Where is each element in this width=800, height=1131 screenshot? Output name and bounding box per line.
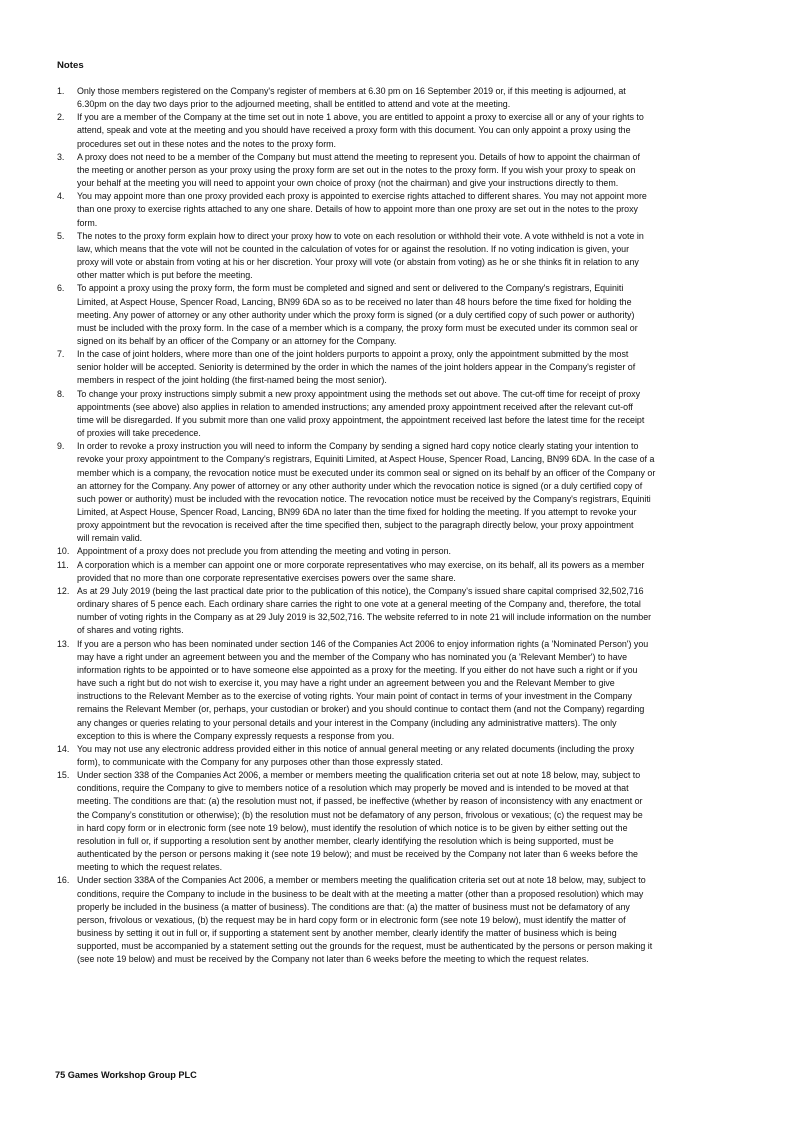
- note-text-line: number of voting rights in the Company as at 29 July 2019 is 32,502,716. The website referred to in note 21 will include information on the number: [77, 612, 652, 623]
- note-text-line: form.: [77, 217, 98, 228]
- note-number: 11.: [57, 559, 69, 570]
- note-text-line: appointments (see above) also applies in relation to amended instructions; any amended proxy appointment received after the relevant cut-off: [77, 401, 633, 412]
- note-number: 12.: [57, 585, 70, 596]
- note-text-line: You may appoint more than one proxy provided each proxy is appointed to exercise rights attached to different shares. You may not appoint more: [77, 191, 647, 202]
- note-item: [57, 348, 757, 387]
- note-number: 14.: [57, 743, 70, 754]
- note-text-line: revoke your proxy appointment to the Company's registrars, Equiniti Limited, at Aspect House, Spencer Road, Lancing, BN99 6DA. In the case of a: [77, 454, 655, 465]
- note-text-line: meeting. Any power of attorney or any other authority under which the proxy form is signed (or a duly certified copy of such power or authority): [77, 309, 635, 320]
- note-text-line: person, frivolous or vexatious, (b) the request may be in hard copy form or in electronic form (see note 19 below), must identify the matter of: [77, 914, 626, 925]
- note-item: [57, 190, 757, 229]
- note-item: [57, 440, 757, 545]
- note-text-line: In the case of joint holders, where more than one of the joint holders purports to appoint a proxy, only the appointment submitted by the most: [77, 349, 629, 360]
- note-item: [57, 85, 757, 111]
- note-number: 8.: [57, 388, 65, 399]
- notes-list: [57, 85, 757, 966]
- note-text-line: properly be included in the business (a matter of business). The conditions are that: (a) the matter of business must not be defamatory of any: [77, 901, 630, 912]
- note-text-line: the Company’s constitution or otherwise); (b) the resolution must not be defamatory of any person, frivolous or vexatious; (c) the request may be: [77, 809, 643, 820]
- note-text-line: signed on its behalf by an officer of the Company or an attorney for the Company.: [77, 335, 397, 346]
- note-text-line: conditions, require the Company to give to members notice of a resolution which may properly be moved and is intended to be moved at that: [77, 783, 629, 794]
- note-text-line: meeting. The conditions are that: (a) the resolution must not, if passed, be ineffective (whether by reason of inconsistency with any enactment or: [77, 796, 643, 807]
- note-text-line: authenticated by the person or persons making it (see note 19 below); and must be received by the Company not later than 6 weeks before the: [77, 849, 638, 860]
- note-number: 4.: [57, 191, 65, 202]
- note-text-line: As at 29 July 2019 (being the last practical date prior to the publication of this notice), the Company's issued share capital comprised 32,502,716: [77, 585, 644, 596]
- note-text-line: A corporation which is a member can appoint one or more corporate representatives who may exercise, on its behalf, all its powers as a member: [77, 559, 645, 570]
- note-item: [57, 638, 757, 743]
- note-number: 2.: [57, 112, 65, 123]
- note-number: 10.: [57, 546, 70, 557]
- note-text-line: of shares and voting rights.: [77, 625, 184, 636]
- note-text-line: Under section 338A of the Companies Act 2006, a member or members meeting the qualification criteria set out at note 18 below, may, subject to: [77, 875, 646, 886]
- note-text-line: than one proxy to exercise rights attached to any one share. Details of how to appoint more than one proxy are set out in the notes to the proxy: [77, 204, 638, 215]
- note-text-line: 6.30pm on the day two days prior to the adjourned meeting, shall be entitled to attend and vote at the meeting.: [77, 99, 511, 110]
- note-text-line: any changes or queries relating to your personal details and your interest in the Company (including any administrative matters). The only: [77, 717, 617, 728]
- note-text-line: attend, speak and vote at the meeting and you should have received a proxy form with this document. You can only appoint a proxy using the: [77, 125, 631, 136]
- note-text-line: member which is a company, the revocation notice must be executed under its common seal or signed on its behalf by an officer of the Company or: [77, 467, 656, 478]
- note-text-line: law, which means that the vote will not be counted in the calculation of votes for or against the resolution. If no voting indication is given, your: [77, 243, 630, 254]
- note-text-line: your behalf at the meeting you will need to appoint your own choice of proxy (not the chairman) and give your instructions directly to them.: [77, 178, 619, 189]
- note-text-line: To change your proxy instructions simply submit a new proxy appointment using the methods set out above. The cut-off time for receipt of proxy: [77, 388, 641, 399]
- note-text-line: If you are a person who has been nominated under section 146 of the Companies Act 2006 to enjoy information rights (a 'Nominated Person') you: [77, 638, 649, 649]
- note-text-line: procedures set out in these notes and the notes to the proxy form.: [77, 138, 337, 149]
- note-text-line: business by setting it out in full or, if supporting a statement sent by another member, clearly identify the matter of business which is being: [77, 928, 617, 938]
- note-item: [57, 559, 757, 585]
- note-number: 7.: [57, 349, 65, 360]
- note-number: 6.: [57, 283, 65, 294]
- note-text-line: You may not use any electronic address provided either in this notice of annual general meeting or any related documents (including the proxy: [77, 743, 635, 754]
- note-item: [57, 282, 757, 348]
- note-text-line: senior holder will be accepted. Seniority is determined by the order in which the names of the joint holders appear in the Company's register of: [77, 362, 636, 373]
- note-text-line: instructions to the Relevant Member as to the exercise of voting rights. Your main point of contact in terms of your investment in the Company: [77, 691, 632, 702]
- note-item: [57, 874, 757, 966]
- note-number: 3.: [57, 151, 65, 162]
- note-text-line: information rights to be appointed or to have someone else appointed as a proxy for the meeting. If you either do not have such a right or if you: [77, 664, 638, 675]
- note-text-line: remains the Relevant Member (or, perhaps, your custodian or broker) and you should continue to contact them (and not the Company) regarding: [77, 704, 645, 715]
- note-text-line: exception to this is where the Company expressly requests a response from you.: [77, 730, 395, 741]
- note-number: 16.: [57, 875, 70, 886]
- note-text-line: A proxy does not need to be a member of the Company but must attend the meeting to represent you. Details of how to appoint the chairman of: [77, 151, 640, 162]
- note-item: [57, 111, 757, 150]
- note-text-line: Under section 338 of the Companies Act 2006, a member or members meeting the qualification criteria set out at note 18 below, may, subject to: [77, 770, 641, 781]
- note-number: 15.: [57, 770, 70, 781]
- note-item: [57, 585, 757, 638]
- note-item: [57, 769, 757, 874]
- note-text-line: Only those members registered on the Company's register of members at 6.30 pm on 16 September 2019 or, if this meeting is adjourned, at: [77, 86, 626, 96]
- note-text-line: If you are a member of the Company at the time set out in note 1 above, you are entitled to appoint a proxy to exercise all or any of your rights to: [77, 112, 644, 123]
- note-text-line: provided that no more than one corporate representative exercises powers over the same share.: [77, 572, 456, 583]
- note-text-line: proxy will vote or abstain from voting at his or her discretion. Your proxy will vote (or abstain from voting) as he or she thinks fit in relation to any: [77, 257, 639, 268]
- note-text-line: an attorney for the Company. Any power of attorney or any other authority under which the revocation notice is signed (or a duly certified copy of: [77, 480, 643, 491]
- page-heading: Notes: [57, 60, 84, 71]
- note-text-line: will remain valid.: [77, 533, 143, 544]
- note-text-line: members in respect of the joint holding (the first-named being the most senior).: [77, 375, 387, 386]
- note-text-line: To appoint a proxy using the proxy form, the form must be completed and signed and sent or delivered to the Company's registrars, Equiniti: [77, 283, 624, 294]
- note-text-line: other matter which is put before the meeting.: [77, 270, 253, 281]
- note-text-line: resolution in full or, if supporting a resolution sent by another member, clearly identifying the resolution which is being supported, must be: [77, 835, 614, 846]
- note-number: 13.: [57, 638, 70, 649]
- note-text-line: in hard copy form or in electronic form (see note 19 below), must identify the resolution of which notice is to be given by either setting out the: [77, 822, 628, 833]
- note-item: [57, 151, 757, 190]
- note-text-line: Limited, at Aspect House, Spencer Road, Lancing, BN99 6DA so as to be received no later than 48 hours before the time fixed for holding the: [77, 296, 632, 307]
- note-text-line: the meeting or another person as your proxy using the proxy form are set out in the notes to the proxy form. If you wish your proxy to speak on: [77, 164, 636, 175]
- note-text-line: Limited, at Aspect House, Spencer Road, Lancing, BN99 6DA no later than the time fixed for holding the meeting. If you attempt to revoke your: [77, 507, 637, 517]
- note-number: 1.: [57, 86, 65, 96]
- note-text-line: have such a right but do not wish to exercise it, you may have a right under an agreement between you and the Relevant Member to give: [77, 678, 615, 689]
- note-text-line: may have a right under an agreement between you and the member of the Company who has nominated you (a 'Relevant Member') to have: [77, 651, 628, 662]
- note-text-line: The notes to the proxy form explain how to direct your proxy how to vote on each resolution or withhold their vote. A vote withheld is not a vote in: [77, 230, 644, 241]
- note-text-line: meeting to which the request relates.: [77, 862, 223, 873]
- note-number: 5.: [57, 230, 65, 241]
- note-text-line: such power or authority) must be included with the revocation notice. The revocation notice must be received by the Company's registrars, Equiniti: [77, 493, 651, 504]
- note-item: [57, 388, 757, 441]
- note-text-line: Appointment of a proxy does not preclude you from attending the meeting and voting in person.: [77, 546, 451, 557]
- note-item: [57, 230, 757, 283]
- note-text-line: must be included with the proxy form. In the case of a member which is a company, the proxy form must be executed under its common seal or: [77, 322, 638, 333]
- note-text-line: of proxies will take precedence.: [77, 428, 201, 439]
- note-text-line: time will be disregarded. If you submit more than one valid proxy appointment, the appointment received last before the latest time for the receipt: [77, 414, 645, 425]
- note-text-line: ordinary shares of 5 pence each. Each ordinary share carries the right to one vote at a general meeting of the Company and, therefore, the total: [77, 599, 641, 610]
- note-number: 9.: [57, 441, 65, 452]
- note-item: [57, 545, 757, 558]
- note-item: [57, 743, 757, 769]
- page-footer: 75 Games Workshop Group PLC: [55, 1070, 197, 1080]
- note-text-line: (see note 19 below) and must be received by the Company not later than 6 weeks before the meeting to which the request relates.: [77, 954, 589, 965]
- note-text-line: proxy appointment but the revocation is received after the time specified then, subject to the paragraph directly below, your proxy appointment: [77, 520, 634, 531]
- note-text-line: conditions, require the Company to include in the business to be dealt with at the meeting a matter (other than a proposed resolution) which may: [77, 888, 644, 899]
- note-text-line: supported, must be accompanied by a statement setting out the grounds for the request, must be authenticated by the persons or person making it: [77, 941, 653, 952]
- note-text-line: form), to communicate with the Company for any purposes other than those expressly stated.: [77, 756, 444, 767]
- note-text-line: In order to revoke a proxy instruction you will need to inform the Company by sending a signed hard copy notice clearly stating your intention to: [77, 441, 639, 452]
